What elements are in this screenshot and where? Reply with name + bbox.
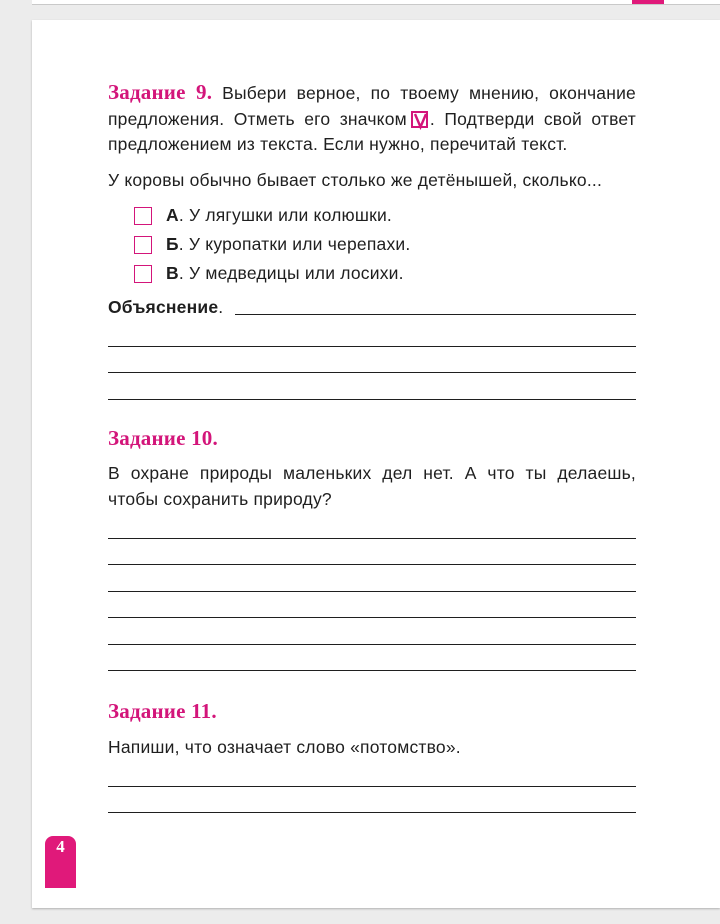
answer-line[interactable] <box>108 592 636 619</box>
page-number: 4 <box>56 837 65 856</box>
answer-line[interactable] <box>108 618 636 645</box>
task-9 <box>108 80 636 400</box>
task-9-title: Задание 9. <box>108 80 213 104</box>
answer-line[interactable] <box>108 512 636 539</box>
option-c[interactable] <box>134 259 636 288</box>
page-number-tab <box>45 836 76 888</box>
answer-line[interactable] <box>108 539 636 566</box>
answer-line[interactable] <box>108 760 636 787</box>
task-9-options <box>134 201 636 288</box>
explanation-answer-line[interactable] <box>235 314 636 315</box>
option-a-checkbox[interactable] <box>134 207 152 225</box>
task-11-text: Напиши, что означает слово «потомство». <box>108 736 461 757</box>
option-b-text: . У куропатки или черепахи. <box>178 233 411 254</box>
option-a[interactable] <box>134 201 636 230</box>
workbook-page <box>32 20 720 908</box>
option-a-text: . У лягушки или колюшки. <box>178 204 392 225</box>
option-c-checkbox[interactable] <box>134 265 152 283</box>
task-9-intro-end: . Подтверди свой ответ предложением из текста. Если нужно, перечитай текст. <box>108 108 636 154</box>
answer-line[interactable] <box>108 645 636 672</box>
task-9-intro: Выбери верное, по твоему мнению, окончание предложения. Отметь его значком <box>108 83 636 129</box>
option-c-letter: В <box>166 262 179 283</box>
previous-page-edge <box>32 0 720 5</box>
answer-line[interactable] <box>108 320 636 347</box>
explanation-row <box>108 294 636 320</box>
option-b[interactable] <box>134 230 636 259</box>
page-content <box>108 80 636 813</box>
previous-page-tab <box>632 0 664 4</box>
task-10-text: В охране природы маленьких дел нет. А что ты делаешь, чтобы сохранить природу? <box>108 463 636 509</box>
option-b-letter: Б <box>166 233 179 254</box>
option-c-text: . У медведицы или лосихи. <box>178 262 404 283</box>
answer-line[interactable] <box>108 347 636 374</box>
task-9-instruction <box>108 80 636 158</box>
task-9-question: У коровы обычно бывает столько же детёнышей, сколько... <box>108 169 603 190</box>
answer-line[interactable] <box>108 787 636 814</box>
answer-line[interactable] <box>108 373 636 400</box>
option-b-checkbox[interactable] <box>134 236 152 254</box>
answer-line[interactable] <box>108 565 636 592</box>
task-10 <box>108 426 636 672</box>
task-11 <box>108 699 636 813</box>
task-10-title: Задание 10. <box>108 425 218 450</box>
explanation-label: Объяснение <box>108 296 219 317</box>
option-a-letter: А <box>166 204 179 225</box>
explanation-dot: . <box>218 296 224 317</box>
task-11-title: Задание 11. <box>108 699 217 723</box>
checkmark-icon <box>411 111 428 128</box>
